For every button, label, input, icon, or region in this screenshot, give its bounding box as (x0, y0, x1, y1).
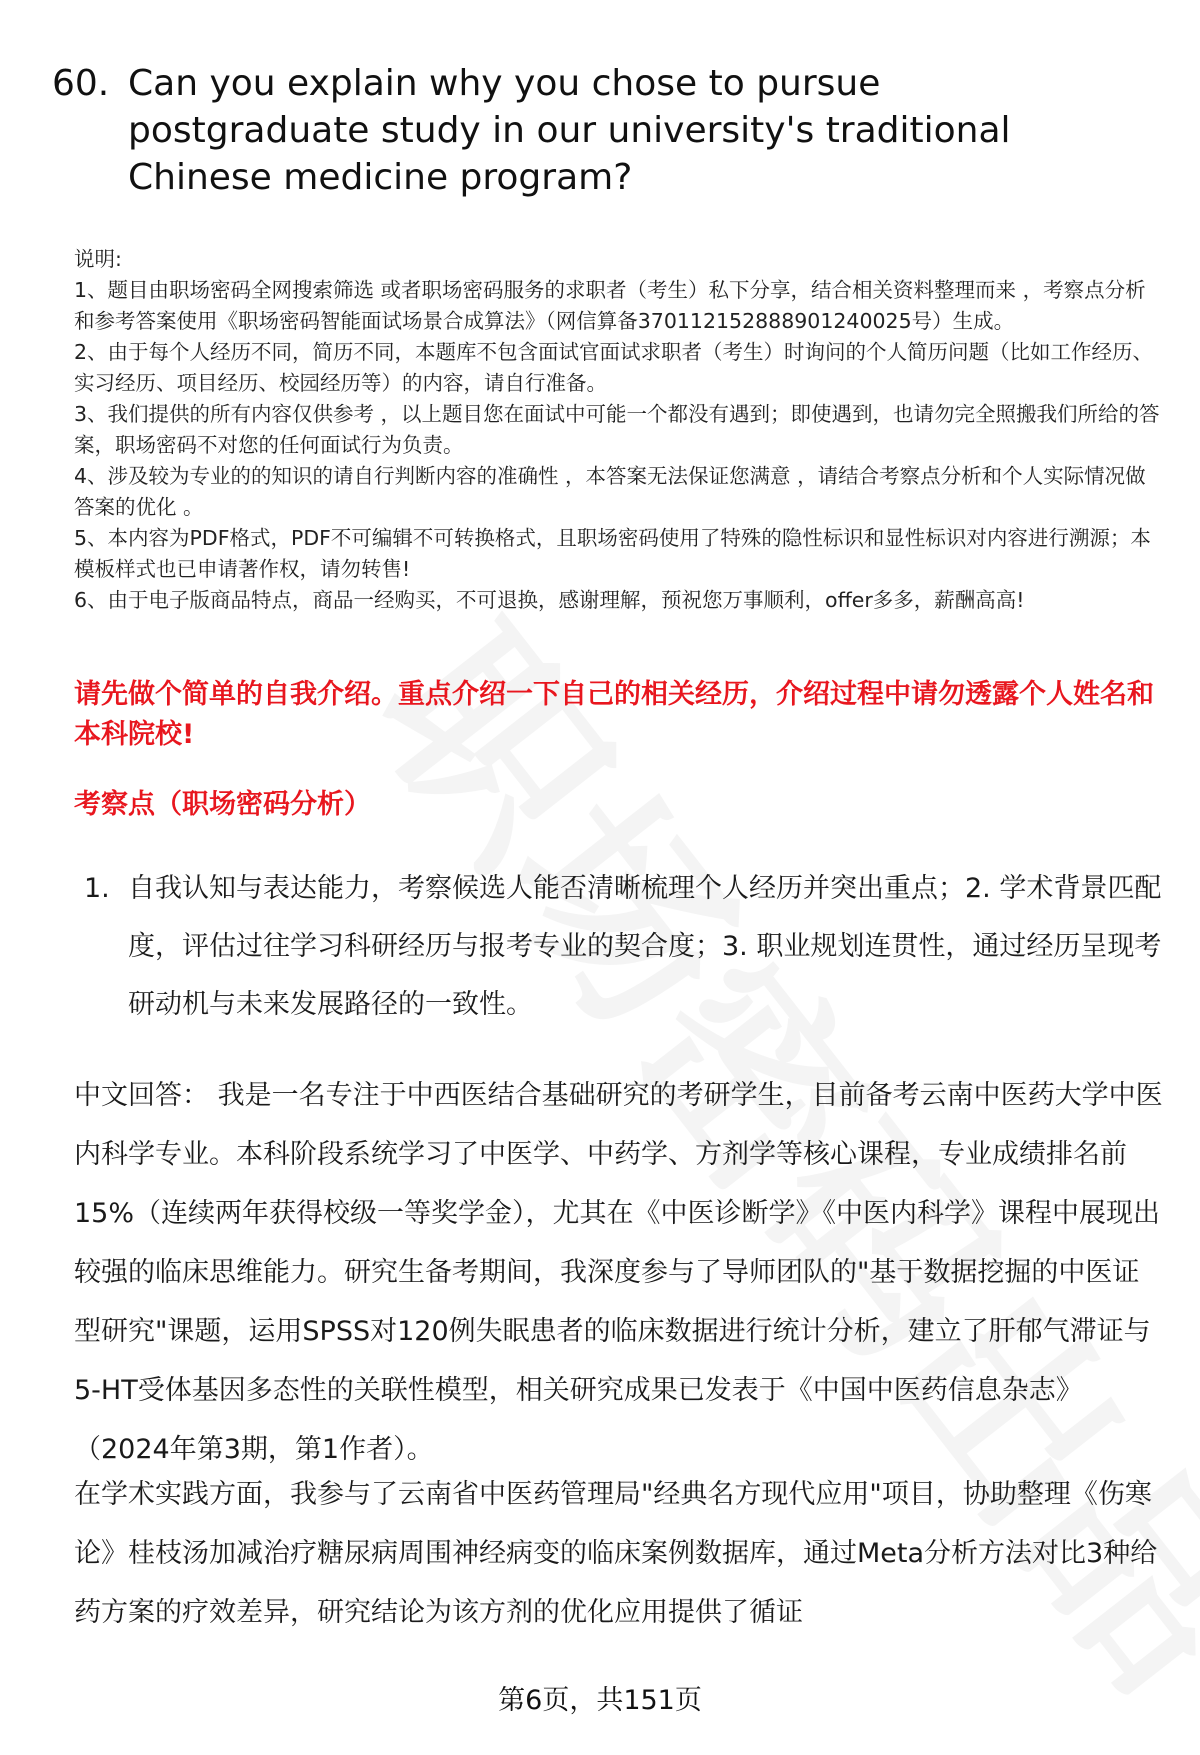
analysis-title: 考察点（职场密码分析） (74, 789, 371, 820)
analysis-item-number: 1. (84, 873, 110, 904)
analysis-item (84, 860, 1164, 1034)
notes-item: 6、由于电子版商品特点，商品一经购买，不可退换，感谢理解，预祝您万事顺利，offer多多，薪酬高高! (74, 588, 1025, 612)
answer-paragraph-1: 中文回答： 我是一名专注于中西医结合基础研究的考研学生，目前备考云南中医药大学中医内科学专业。本科阶段系统学习了中医学、中药学、方剂学等核心课程，专业成绩排名前15%（连续两年获得校级一等奖学金），尤其在《中医诊断学》《中医内科学》课程中展现出较强的临床思维能力。研究生备考期间，我深度参与了导师团队的"基于数据挖掘的中医证型研究"课题，运用SPSS对120例失眠患者的临床数据进行统计分析，建立了肝郁气滞证与5-HT受体基因多态性的关联性模型，相关研究成果已发表于《中国中医药信息杂志》（2024年第3期，第1作者）。 (74, 1080, 1163, 1465)
notes-section (74, 244, 1164, 616)
notes-item: 3、我们提供的所有内容仅供参考 ，以上题目您在面试中可能一个都没有遇到；即使遇到，也请勿完全照搬我们所给的答案，职场密码不对您的任何面试行为负责。 (74, 402, 1160, 457)
interview-prompt: 请先做个简单的自我介绍。重点介绍一下自己的相关经历，介绍过程中请勿透露个人姓名和本科院校! (74, 679, 1154, 750)
question-number: 60. (52, 63, 110, 104)
answer-paragraph-2: 在学术实践方面，我参与了云南省中医药管理局"经典名方现代应用"项目，协助整理《伤寒论》桂枝汤加减治疗糖尿病周围神经病变的临床案例数据库，通过Meta分析方法对比3种给药方案的疗效差异，研究结论为该方剂的优化应用提供了循证 (74, 1479, 1158, 1628)
analysis-item-text: 自我认知与表达能力，考察候选人能否清晰梳理个人经历并突出重点；2. 学术背景匹配度，评估过往学习科研经历与报考专业的契合度；3. 职业规划连贯性，通过经历呈现考研动机与未来发展路径的一致性。 (128, 873, 1162, 1020)
question-text: Can you explain why you chose to pursue postgraduate study in our university's traditional Chinese medicine program? (128, 63, 1011, 198)
notes-heading: 说明: (74, 247, 122, 271)
notes-item: 2、由于每个人经历不同，简历不同，本题库不包含面试官面试求职者（考生）时询问的个人简历问题（比如工作经历、实习经历、项目经历、校园经历等）的内容，请自行准备。 (74, 340, 1154, 395)
notes-item: 1、题目由职场密码全网搜索筛选 或者职场密码服务的求职者（考生）私下分享，结合相关资料整理而来 ，考察点分析和参考答案使用《职场密码智能面试场景合成算法》（网信算备370112152888901240025号）生成。 (74, 278, 1146, 333)
page-number: 第6页，共151页 (498, 1685, 702, 1716)
question-heading (52, 60, 1112, 201)
notes-item: 5、本内容为PDF格式，PDF不可编辑不可转换格式，且职场密码使用了特殊的隐性标识和显性标识对内容进行溯源；本模板样式也已申请著作权，请勿转售! (74, 526, 1151, 581)
notes-item: 4、涉及较为专业的的知识的请自行判断内容的准确性 ，本答案无法保证您满意 ，请结合考察点分析和个人实际情况做答案的优化 。 (74, 464, 1146, 519)
